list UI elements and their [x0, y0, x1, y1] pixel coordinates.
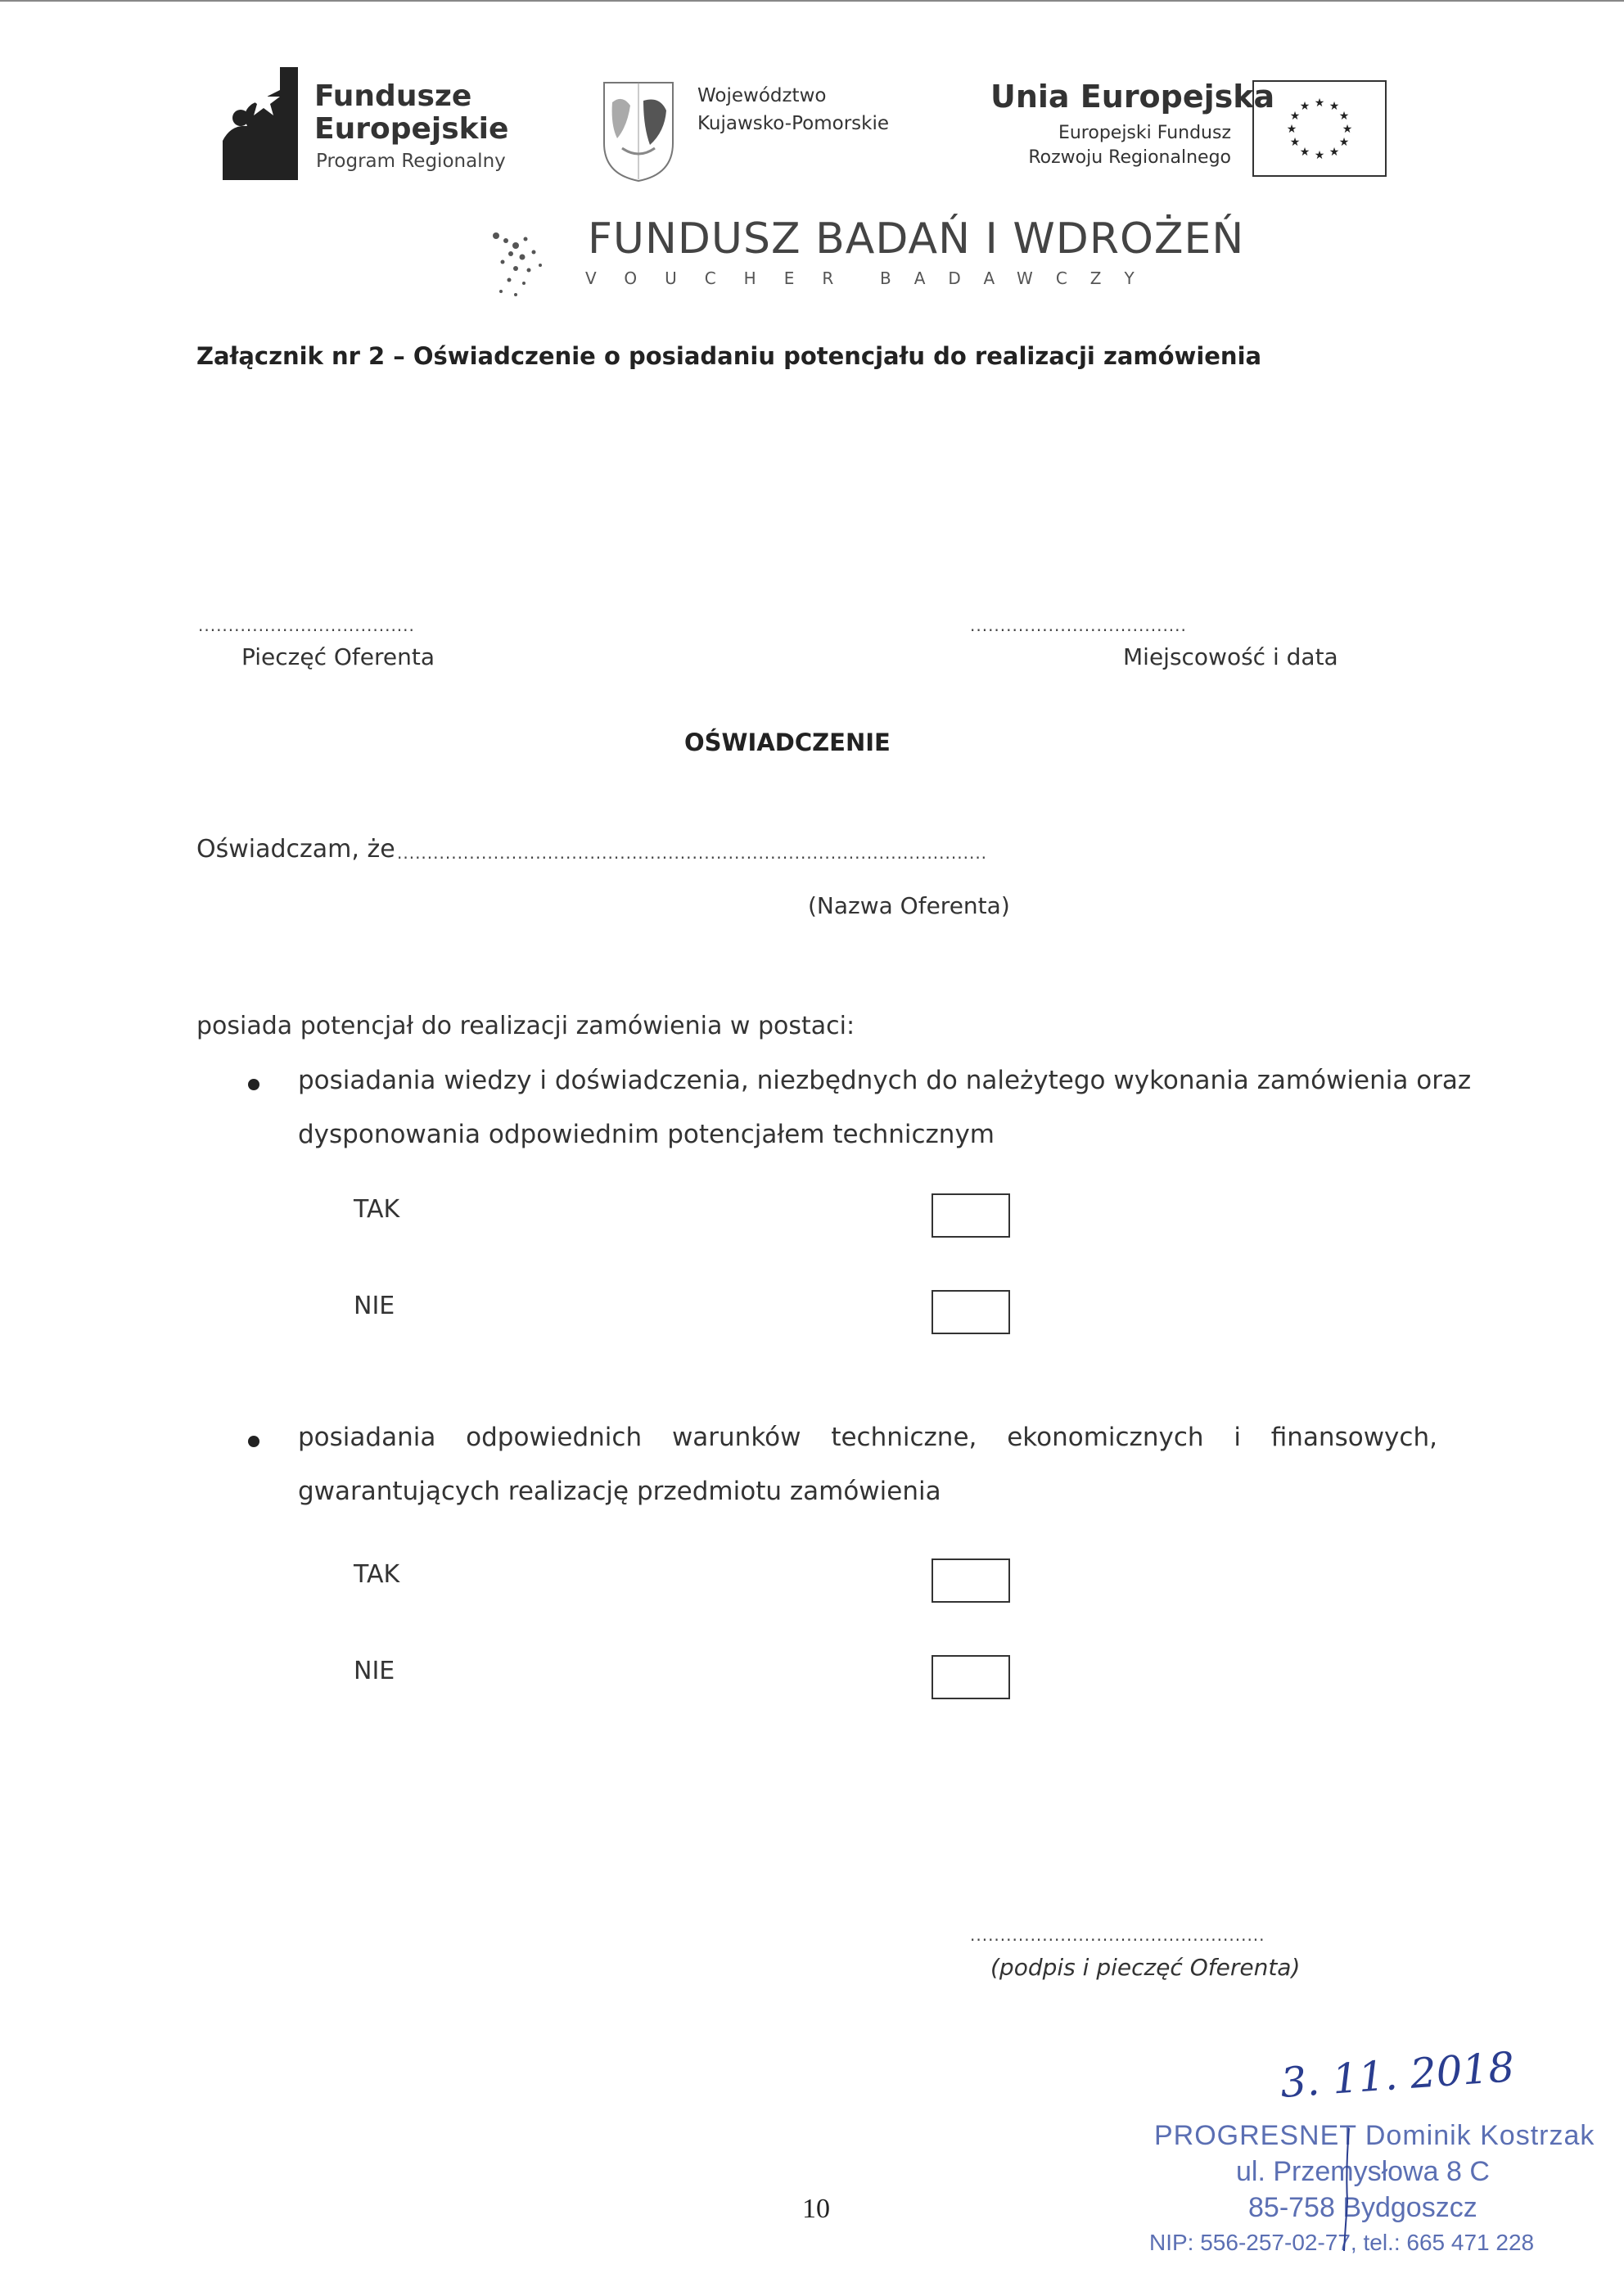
- svg-text:★: ★: [1342, 123, 1353, 136]
- name-hint: (Nazwa Oferenta): [808, 892, 1010, 919]
- item2-option-yes-label: TAK: [354, 1560, 400, 1589]
- fe-name-line1: Fundusze: [314, 79, 472, 113]
- item1-option-no-label: NIE: [354, 1292, 395, 1320]
- signature-label: (podpis i pieczęć Oferenta): [990, 1954, 1301, 1981]
- wkp-name-line2: Kujawsko-Pomorskie: [697, 113, 889, 134]
- attachment-title: Załącznik nr 2 – Oświadczenie o posiadaniu potencjału do realizacji zamówienia: [196, 342, 1262, 370]
- item2-option-no-label: NIE: [354, 1657, 395, 1685]
- bullet-2: [248, 1436, 259, 1447]
- svg-text:★: ★: [1299, 146, 1310, 159]
- eu-title: Unia Europejska: [990, 79, 1275, 115]
- place-date-label: Miejscowość i data: [1123, 643, 1338, 670]
- scan-top-border: [0, 0, 1624, 8]
- svg-text:★: ★: [1299, 100, 1310, 113]
- item1-line1: posiadania wiedzy i doświadczenia, niezbędnych do należytego wykonania zamówienia oraz: [298, 1066, 1472, 1095]
- fe-program: Program Regionalny: [316, 151, 506, 172]
- wkp-name-line1: Województwo: [697, 85, 827, 106]
- stamp-dots: ....................................: [198, 616, 415, 635]
- item2-line1: [298, 1423, 1437, 1452]
- fundusze-europejskie-logo-icon: [223, 67, 298, 180]
- item2-line2: gwarantujących realizację przedmiotu zamówienia: [298, 1477, 941, 1506]
- item1-yes-checkbox[interactable]: [932, 1193, 1010, 1238]
- item1-option-yes-label: TAK: [354, 1195, 400, 1224]
- item2-no-checkbox[interactable]: [932, 1655, 1010, 1699]
- bullet-1: [248, 1079, 259, 1090]
- item1-line2: dysponowania odpowiednim potencjałem technicznym: [298, 1120, 995, 1149]
- eu-fund-line2: Rozwoju Regionalnego: [1028, 147, 1231, 168]
- program-title: FUNDUSZ BADAŃ I WDROŻEŃ: [588, 214, 1245, 264]
- svg-text:★: ★: [1329, 100, 1340, 113]
- item2-word: posiadania: [298, 1423, 436, 1452]
- program-subtitle-badawczy: BADAWCZY: [880, 268, 1157, 288]
- svg-text:★: ★: [1289, 110, 1301, 123]
- svg-text:★: ★: [1338, 110, 1350, 123]
- stamp-street: ul. Przemysłowa 8 C: [1236, 2156, 1490, 2187]
- stamp-label: Pieczęć Oferenta: [241, 643, 435, 670]
- item2-yes-checkbox[interactable]: [932, 1558, 1010, 1603]
- item1-no-checkbox[interactable]: [932, 1290, 1010, 1334]
- declare-prefix: Oświadczam, że: [196, 835, 395, 864]
- eu-flag-icon: [1252, 80, 1387, 177]
- signature-dots: .................................................: [970, 1925, 1265, 1945]
- intro-text: posiada potencjał do realizacji zamówienia w postaci:: [196, 1012, 855, 1040]
- fbw-dots-logo-icon: [491, 229, 557, 303]
- svg-text:★: ★: [1329, 146, 1340, 159]
- stamp-company-name: PROGRESNET Dominik Kostrzak: [1154, 2120, 1595, 2151]
- item2-word: odpowiednich: [466, 1423, 643, 1452]
- declare-dots: ..................................................................................................: [397, 843, 988, 863]
- svg-text:★: ★: [1289, 136, 1301, 149]
- program-subtitle-voucher: VOUCHER: [585, 268, 862, 288]
- handwritten-date: 3. 11. 2018: [1279, 2043, 1516, 2107]
- svg-text:★: ★: [1314, 97, 1325, 110]
- signature-stroke-icon: [1342, 2128, 1351, 2251]
- item2-word: i: [1234, 1423, 1241, 1452]
- fe-name-line2: Europejskie: [314, 112, 509, 146]
- svg-text:★: ★: [1338, 136, 1350, 149]
- item2-word: warunków: [671, 1423, 801, 1452]
- place-date-dots: ....................................: [970, 616, 1187, 635]
- eu-fund-line1: Europejski Fundusz: [1058, 123, 1231, 143]
- svg-text:★: ★: [1314, 149, 1325, 162]
- svg-text:★: ★: [1286, 123, 1297, 136]
- item2-word: techniczne,: [831, 1423, 977, 1452]
- item2-word: ekonomicznych: [1007, 1423, 1204, 1452]
- stamp-nip-phone: NIP: 556-257-02-77, tel.: 665 471 228: [1149, 2230, 1535, 2255]
- stamp-city: 85-758 Bydgoszcz: [1248, 2192, 1477, 2223]
- page-number: 10: [802, 2194, 830, 2224]
- declaration-heading: OŚWIADCZENIE: [684, 728, 891, 756]
- item2-word: finansowych,: [1270, 1423, 1437, 1452]
- kujawsko-pomorskie-coat-of-arms-icon: [598, 78, 679, 184]
